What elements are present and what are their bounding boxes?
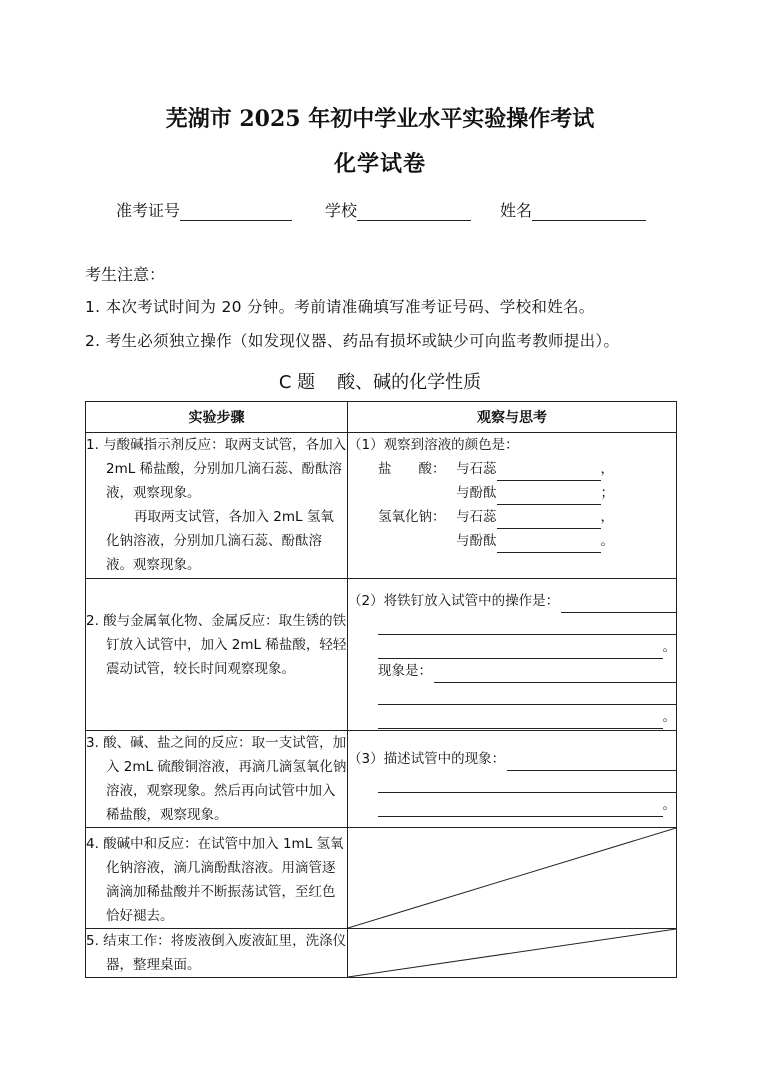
step-text-continued: 再取两支试管，各加入 2mL 氢氧化钠溶液，分别加几滴石蕊、酚酞溶液。观察现象。 — [106, 509, 334, 573]
step-text: 3. 酸、碱、盐之间的反应：取一支试管，加入 2mL 硫酸铜溶液，再滴几滴氢氧化钠溶液，观察现象。然后再向试管中加入稀盐酸，观察现象。 — [86, 735, 347, 823]
step-text: 4. 酸碱中和反应：在试管中加入 1mL 氢氧化钠溶液，滴几滴酚酞溶液。用滴管逐滴滴加稀盐酸并不断振荡试管，至红色恰好褪去。 — [86, 836, 344, 924]
operation-blank-line[interactable] — [378, 613, 676, 635]
name-label: 姓名 — [500, 201, 533, 220]
step-text: 5. 结束工作：将废液倒入废液缸里，洗涤仪器，整理桌面。 — [86, 933, 347, 973]
description-row — [348, 747, 676, 771]
description-lines — [348, 771, 676, 817]
phenomenon-label: 现象是： — [378, 663, 432, 679]
punctuation: 。 — [662, 639, 676, 655]
step-cell — [86, 828, 348, 929]
phenomenon-row — [348, 659, 676, 683]
with-litmus-label: 与石蕊 — [456, 509, 497, 525]
base-phenol-blank[interactable] — [497, 536, 601, 553]
observation-cell — [348, 731, 677, 828]
operation-row — [348, 589, 676, 613]
step-cell — [86, 433, 348, 579]
acid-phenol-row — [348, 481, 676, 505]
table-row — [86, 929, 677, 978]
phenomenon-last-row — [378, 705, 676, 729]
phenomenon-lines — [348, 683, 676, 729]
section-name: 酸、碱的化学性质 — [337, 372, 482, 393]
notice-item: 1. 本次考试时间为 20 分钟。考前请准确填写准考证号码、学校和姓名。 — [85, 298, 595, 316]
acid-phenol-blank[interactable] — [497, 488, 601, 505]
table-row — [86, 731, 677, 828]
step-cell — [86, 929, 348, 978]
crossed-out-cell — [348, 828, 677, 929]
header-observations: 观察与思考 — [348, 402, 677, 433]
punctuation: 。 — [662, 797, 676, 813]
base-phenol-row — [348, 529, 676, 553]
table-header-row — [86, 402, 677, 433]
crossed-out-cell — [348, 929, 677, 978]
with-litmus-label: 与石蕊 — [456, 461, 497, 477]
section-code: C 题 — [278, 372, 316, 393]
step-cell — [86, 579, 348, 731]
observation-cell — [348, 433, 677, 579]
table-row — [86, 828, 677, 929]
notice-item: 2. 考生必须独立操作（如发现仪器、药品有损坏或缺少可向监考教师提出）。 — [85, 332, 620, 350]
exam-id-blank[interactable] — [180, 204, 292, 221]
phenomenon-blank-line[interactable] — [378, 683, 676, 705]
description-blank[interactable] — [507, 752, 676, 771]
observation-intro: （1）观察到溶液的颜色是： — [348, 437, 519, 453]
page-title: 芜湖市 2025 年初中学业水平实验操作考试 — [165, 106, 595, 132]
section-title — [0, 368, 760, 394]
table-row — [86, 433, 677, 579]
observation-intro: （2）将铁钉放入试管中的操作是： — [348, 593, 560, 609]
acid-litmus-row — [348, 457, 676, 481]
operation-last-row — [378, 635, 676, 659]
name-field[interactable] — [500, 198, 646, 221]
operation-blank-line[interactable] — [378, 640, 663, 659]
punctuation: ； — [600, 485, 614, 501]
observation-intro: （3）描述试管中的现象： — [348, 751, 506, 767]
header-steps: 实验步骤 — [86, 402, 348, 433]
diagonal-line — [348, 828, 676, 928]
operation-blank[interactable] — [561, 594, 676, 613]
punctuation: ， — [600, 509, 614, 525]
acid-litmus-blank[interactable] — [497, 464, 601, 481]
phenomenon-blank-line[interactable] — [378, 710, 663, 729]
base-label: 氢氧化钠： — [378, 509, 446, 525]
description-blank-line[interactable] — [378, 771, 676, 793]
punctuation: 。 — [600, 533, 614, 549]
base-litmus-row — [348, 505, 676, 529]
step-text: 2. 酸与金属氧化物、金属反应：取生锈的铁钉放入试管中，加入 2mL 稀盐酸，轻轻震动试管，较长时间观察现象。 — [86, 613, 347, 677]
description-blank-line[interactable] — [378, 798, 663, 817]
step-cell — [86, 731, 348, 828]
experiment-table — [85, 401, 677, 978]
step-text: 1. 与酸碱指示剂反应：取两支试管，各加入 2mL 稀盐酸，分别加几滴石蕊、酚酞溶液，观察现象。 — [86, 437, 347, 501]
observation-cell — [348, 579, 677, 731]
phenomenon-blank[interactable] — [434, 664, 676, 683]
school-label: 学校 — [325, 201, 358, 220]
diagonal-line — [348, 929, 676, 977]
punctuation: ， — [600, 461, 614, 477]
with-phenol-label: 与酚酞 — [456, 485, 497, 501]
table-row — [86, 579, 677, 731]
punctuation: 。 — [662, 709, 676, 725]
name-blank[interactable] — [532, 204, 646, 221]
operation-lines — [348, 613, 676, 659]
base-litmus-blank[interactable] — [497, 512, 601, 529]
page-subtitle: 化学试卷 — [333, 151, 426, 177]
exam-id-label: 准考证号 — [116, 201, 181, 220]
description-last-row — [378, 793, 676, 817]
exam-id-field[interactable] — [116, 198, 292, 221]
school-blank[interactable] — [357, 204, 471, 221]
notice-heading: 考生注意： — [85, 265, 166, 284]
acid-label: 盐 酸： — [378, 461, 446, 477]
with-phenol-label: 与酚酞 — [456, 533, 497, 549]
school-field[interactable] — [325, 198, 471, 221]
